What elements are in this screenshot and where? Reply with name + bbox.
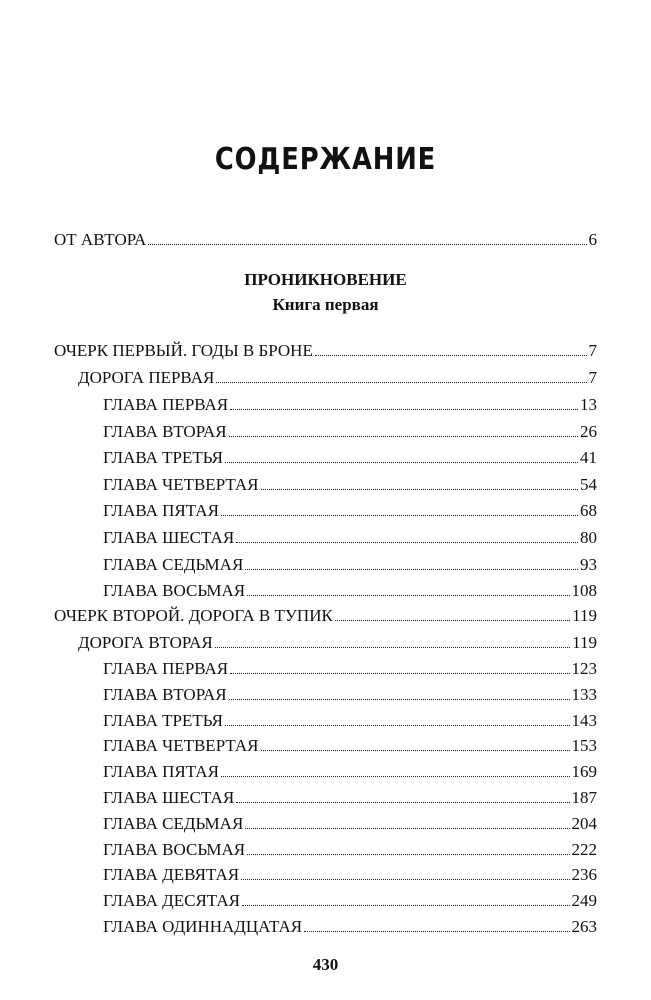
dot-leader [225,462,578,463]
toc-entry-page: 108 [571,581,597,601]
toc-entry-chapter[interactable] [103,555,597,575]
toc-entry-page: 143 [571,710,597,730]
dot-leader [245,828,569,829]
toc-entry-author[interactable] [54,230,597,250]
dot-leader [230,409,578,410]
dot-leader [247,595,569,596]
toc-entry-page: 263 [571,917,597,936]
toc-entry-page: 7 [588,368,597,387]
dot-leader [221,515,578,516]
toc-entry-label: ГЛАВА ШЕСТАЯ [103,528,235,547]
section-subheading: Книга первая [272,295,379,314]
toc-entry-label: ГЛАВА ПЯТАЯ [103,762,219,782]
toc-entry-essay-2[interactable] [54,606,597,626]
dot-leader [215,647,570,648]
toc-entry-page: 222 [571,839,597,859]
toc-entry-chapter[interactable] [103,685,597,705]
toc-entry-label: ГЛАВА ЧЕТВЕРТАЯ [103,474,259,494]
page-number: 430 [312,955,339,974]
section-heading: ПРОНИКНОВЕНИЕ [244,270,407,289]
toc-entry-chapter[interactable] [103,865,597,885]
toc-entry-road-1[interactable] [78,368,597,388]
toc-entry-page: 153 [571,736,597,756]
toc-entry-chapter[interactable] [103,711,597,731]
toc-entry-label: ГЛАВА ТРЕТЬЯ [103,710,223,730]
toc-entry-label: ГЛАВА ОДИННАДЦАТАЯ [103,917,303,936]
dot-leader [148,244,586,245]
toc-entry-page: 93 [580,554,597,574]
toc-entry-label: ГЛАВА ВТОРАЯ [103,421,227,441]
dot-leader [216,382,586,383]
toc-entry-chapter[interactable] [103,422,597,442]
toc-entry-page: 26 [580,421,597,441]
toc-entry-page: 119 [572,606,597,625]
dot-leader [236,802,569,803]
dot-leader [225,725,570,726]
dot-leader [245,569,578,570]
dot-leader [230,673,569,674]
toc-entry-page: 123 [571,659,597,678]
toc-entry-essay-1[interactable] [54,341,597,361]
toc-entry-chapter[interactable] [103,475,597,495]
toc-entry-page: 119 [572,633,597,652]
toc-entry-label: ОЧЕРК ВТОРОЙ. ДОРОГА В ТУПИК [54,606,333,625]
toc-entry-page: 249 [571,891,597,911]
toc-entry-label: ГЛАВА ПЯТАЯ [103,501,219,521]
dot-leader [236,542,578,543]
toc-entry-page: 68 [580,501,597,521]
toc-entry-label: ОТ АВТОРА [54,230,147,249]
page-title: СОДЕРЖАНИЕ [214,142,437,177]
toc-entry-page: 187 [571,788,597,807]
toc-entry-page: 169 [571,762,597,782]
toc-entry-label: ГЛАВА ДЕСЯТАЯ [103,891,240,911]
toc-entry-page: 236 [571,865,597,885]
dot-leader [304,931,569,932]
toc-entry-chapter[interactable] [103,840,597,860]
toc-entry-label: ГЛАВА ПЕРВАЯ [103,659,229,678]
dot-leader [241,879,569,880]
toc-entry-page: 80 [580,528,597,547]
toc-entry-road-2[interactable] [78,633,597,653]
dot-leader [315,355,587,356]
toc-entry-label: ГЛАВА ВТОРАЯ [103,684,227,704]
toc-entry-label: ГЛАВА ДЕВЯТАЯ [103,865,240,885]
toc-entry-chapter[interactable] [103,736,597,756]
toc-entry-label: ГЛАВА ПЕРВАЯ [103,395,229,414]
dot-leader [261,750,570,751]
toc-entry-chapter[interactable] [103,395,597,415]
toc-entry-page: 133 [571,684,597,704]
toc-entry-page: 6 [588,230,597,249]
dot-leader [229,699,570,700]
toc-entry-page: 204 [571,813,597,833]
toc-entry-label: ГЛАВА ЧЕТВЕРТАЯ [103,736,259,756]
toc-entry-page: 7 [588,341,597,360]
dot-leader [229,436,578,437]
toc-entry-label: ОЧЕРК ПЕРВЫЙ. ГОДЫ В БРОНЕ [54,341,313,360]
toc-entry-label: ГЛАВА ВОСЬМАЯ [103,839,246,859]
toc-entry-chapter[interactable] [103,448,597,468]
dot-leader [221,776,570,777]
toc-entry-label: ГЛАВА СЕДЬМАЯ [103,554,244,574]
toc-entry-chapter[interactable] [103,891,597,911]
toc-entry-label: ГЛАВА ТРЕТЬЯ [103,448,223,468]
toc-entry-chapter[interactable] [103,528,597,548]
toc-entry-label: ГЛАВА ВОСЬМАЯ [103,581,246,601]
toc-entry-chapter[interactable] [103,581,597,601]
toc-entry-label: ГЛАВА СЕДЬМАЯ [103,813,244,833]
dot-leader [261,489,578,490]
toc-entry-label: ДОРОГА ВТОРАЯ [78,633,213,652]
toc-entry-page: 54 [580,474,597,494]
toc-entry-page: 13 [580,395,597,414]
toc-entry-label: ГЛАВА ШЕСТАЯ [103,788,235,807]
dot-leader [242,905,570,906]
toc-entry-chapter[interactable] [103,814,597,834]
toc-entry-chapter[interactable] [103,659,597,679]
toc-entry-chapter[interactable] [103,762,597,782]
dot-leader [247,854,569,855]
toc-entry-chapter[interactable] [103,917,597,937]
toc-entry-chapter[interactable] [103,501,597,521]
toc-entry-label: ДОРОГА ПЕРВАЯ [78,368,215,387]
toc-entry-chapter[interactable] [103,788,597,808]
toc-entry-page: 41 [580,448,597,468]
dot-leader [335,620,570,621]
